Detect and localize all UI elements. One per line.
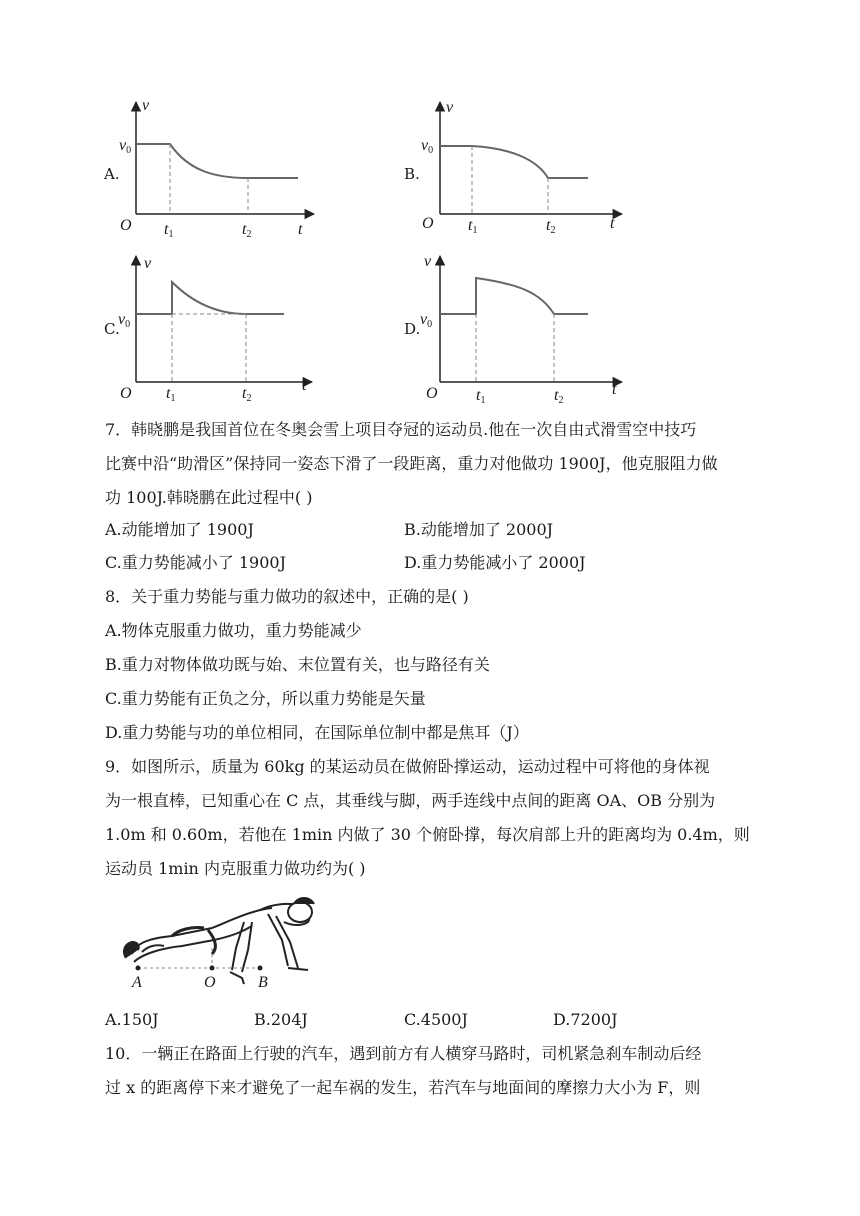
point-o-label: O: [204, 974, 216, 991]
svg-text:O: O: [426, 385, 438, 402]
svg-text:v: v: [424, 253, 432, 270]
option-a-label: A.: [104, 165, 120, 183]
svg-text:t2: t2: [242, 221, 252, 240]
origin-label: O: [120, 217, 132, 234]
q8-option-b[interactable]: B.重力对物体做功既与始、末位置有关，也与路径有关: [105, 655, 490, 674]
svg-text:t1: t1: [164, 221, 174, 240]
graph-a: [118, 98, 318, 246]
q9-option-d[interactable]: D.7200J: [553, 1010, 618, 1029]
svg-text:t1: t1: [166, 385, 176, 404]
q8-option-c[interactable]: C.重力势能有正负之分，所以重力势能是矢量: [105, 689, 426, 708]
q10-stem-line1: 10．一辆正在路面上行驶的汽车，遇到前方有人横穿马路时，司机紧急刹车制动后经: [105, 1044, 702, 1063]
q8-option-a[interactable]: A.物体克服重力做功，重力势能减少: [105, 621, 362, 640]
q7-stem-line2: 比赛中沿“助滑区”保持同一姿态下滑了一段距离，重力对他做功 1900J，他克服阻力做: [105, 454, 718, 473]
q9-stem-line3: 1.0m 和 0.60m，若他在 1min 内做了 30 个俯卧撑，每次肩部上升的距离均为 0.4m，则: [105, 825, 750, 844]
svg-text:v0: v0: [421, 137, 434, 156]
q9-stem-line2: 为一根直棒，已知重心在 C 点，其垂线与脚，两手连线中点间的距离 OA、OB 分别为: [105, 791, 716, 810]
graph-d: [418, 252, 628, 404]
svg-text:v0: v0: [420, 311, 433, 330]
pushup-figure: [112, 892, 332, 992]
q8-option-d[interactable]: D.重力势能与功的单位相同，在国际单位制中都是焦耳（J）: [105, 723, 529, 742]
axis-v-label: v: [142, 98, 150, 114]
svg-text:t1: t1: [468, 217, 478, 236]
q10-stem-line2: 过 x 的距离停下来才避免了一起车祸的发生，若汽车与地面间的摩擦力大小为 F，则: [105, 1078, 701, 1097]
option-c-label: C.: [104, 320, 120, 338]
athlete-illustration: [124, 898, 314, 984]
svg-text:v0: v0: [118, 311, 131, 330]
graph-c: [118, 252, 318, 404]
point-a-label: A: [132, 974, 142, 991]
q9-option-a[interactable]: A.150J: [105, 1010, 159, 1029]
svg-text:t: t: [610, 215, 615, 232]
q9-stem-line4: 运动员 1min 内克服重力做功约为( ): [105, 859, 366, 878]
svg-text:t2: t2: [546, 217, 556, 236]
svg-text:t: t: [612, 381, 617, 398]
q9-stem-line1: 9．如图所示，质量为 60kg 的某运动员在做俯卧撑运动，运动过程中可将他的身体视: [105, 757, 710, 776]
q9-option-b[interactable]: B.204J: [254, 1010, 308, 1029]
option-d-label: D.: [404, 320, 421, 338]
svg-text:t: t: [302, 377, 307, 394]
graph-b: [418, 98, 628, 246]
svg-text:t2: t2: [554, 387, 564, 404]
q9-option-c[interactable]: C.4500J: [404, 1010, 468, 1029]
svg-text:v: v: [446, 99, 454, 116]
q7-stem-line3: 功 100J.韩晓鹏在此过程中( ): [105, 488, 313, 507]
q7-option-a[interactable]: A.动能增加了 1900J: [105, 520, 254, 539]
q7-option-c[interactable]: C.重力势能减小了 1900J: [105, 553, 286, 572]
q7-option-d[interactable]: D.重力势能减小了 2000J: [404, 553, 586, 572]
svg-text:v0: v0: [119, 137, 132, 156]
option-b-label: B.: [404, 165, 420, 183]
q8-stem: 8．关于重力势能与重力做功的叙述中，正确的是( ): [105, 587, 469, 606]
svg-text:t: t: [298, 221, 303, 238]
point-b-label: B: [258, 974, 268, 991]
svg-text:t2: t2: [242, 385, 252, 404]
svg-text:v: v: [144, 255, 152, 272]
svg-text:O: O: [422, 215, 434, 232]
q7-option-b[interactable]: B.动能增加了 2000J: [404, 520, 554, 539]
q7-stem-line1: 7．韩晓鹏是我国首位在冬奥会雪上项目夺冠的运动员.他在一次自由式滑雪空中技巧: [105, 420, 697, 439]
svg-text:t1: t1: [476, 387, 486, 404]
svg-text:O: O: [120, 385, 132, 402]
